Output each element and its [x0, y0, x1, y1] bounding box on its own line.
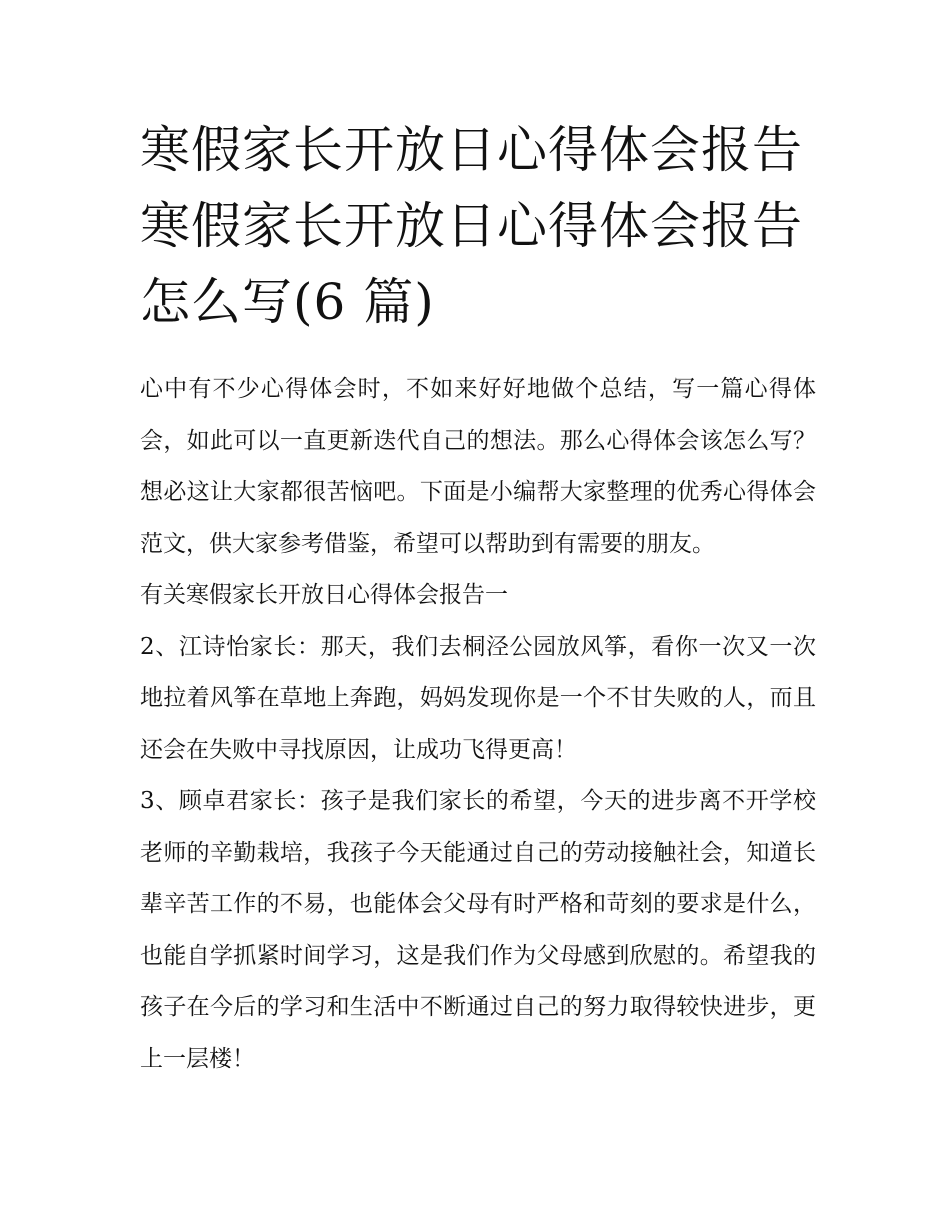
section-heading: 有关寒假家长开放日心得体会报告一 — [140, 582, 508, 608]
paragraph-3: 3、顾卓君家长：孩子是我们家长的希望，今天的进步离不开学校老师的辛勤栽培，我孩子今天能通过自己的劳动接触社会，知道长辈辛苦工作的不易，也能体会父母有时严格和苛刻的要求是什么，也能自学抓紧时间学习，这是我们作为父母感到欣慰的。希望我的孩子在今后的学习和生活中不断通过自己的努力取得较快进步，更上一层楼！ — [140, 788, 816, 1072]
document-title — [140, 112, 816, 340]
paragraph-2: 2、江诗怡家长：那天，我们去桐泾公园放风筝，看你一次又一次地拉着风筝在草地上奔跑，妈妈发现你是一个不甘失败的人，而且还会在失败中寻找原因，让成功飞得更高！ — [140, 633, 816, 763]
title-line-2: 寒假家长开放日心得体会报告 — [140, 197, 803, 255]
document-body — [140, 364, 816, 1085]
intro-paragraph: 心中有不少心得体会时，不如来好好地做个总结，写一篇心得体会，如此可以一直更新迭代自己的想法。那么心得体会该怎么写？想必这让大家都很苦恼吧。下面是小编帮大家整理的优秀心得体会范文，供大家参考借鉴，希望可以帮助到有需要的朋友。 — [140, 376, 816, 557]
title-line-1: 寒假家长开放日心得体会报告 — [140, 121, 803, 179]
title-line-3: 怎么写(6 篇) — [140, 273, 435, 331]
document-content — [140, 112, 816, 1085]
